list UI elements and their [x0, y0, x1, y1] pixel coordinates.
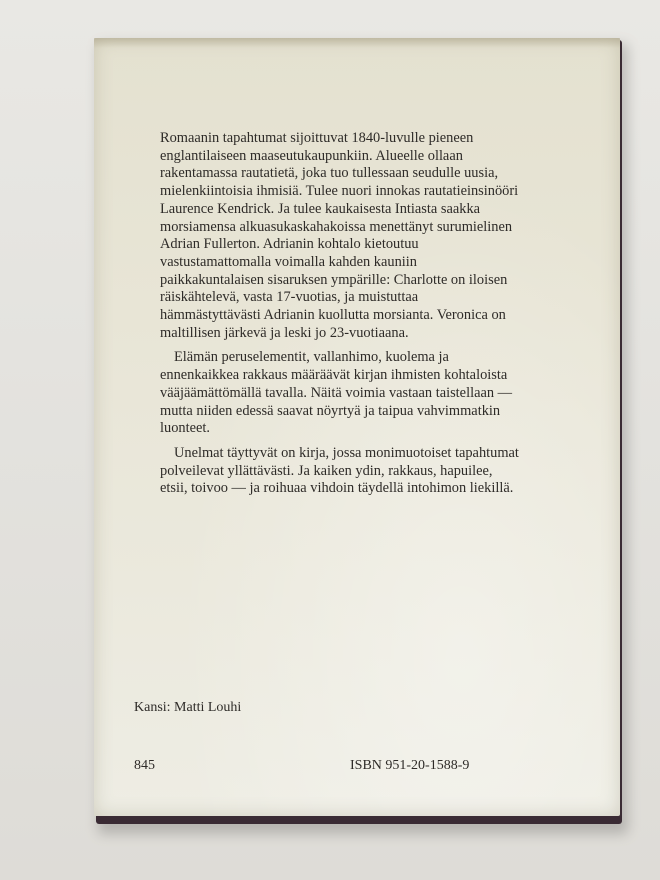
- cover-artist-credit: Kansi: Matti Louhi: [134, 700, 242, 715]
- book-code: 845: [134, 758, 155, 773]
- cover-top-shading: [94, 38, 620, 48]
- blurb-paragraph-1: Romaanin tapahtumat sijoittuvat 1840-luvulle pieneen englantilaiseen maaseutukaupunkiin. Alueelle ollaan rakentamassa rautatietä, joka tuo tullessaan seudulle uusia, mielenkiintoisia ihmisiä. Tulee nuori innokas rautatieinsinööri Laurence Kendrick. Ja tulee kaukaisesta Intiasta saakka morsiamensa alkuasukaskahakoissa menettänyt surumielinen Adrian Fullerton. Adrianin kohtalo kietoutuu vastustamattomalla voimalla kahden kauniin paikkakuntalaisen sisaruksen ympärille: Charlotte on iloisen räiskähtelevä, vasta 17-vuotias, ja muistuttaa hämmästyttävästi Adrianin kuollutta morsianta. Veronica on maltillisen järkevä ja leski jo 23-vuotiaana.: [160, 130, 519, 341]
- blurb-paragraph-2: Elämän peruselementit, vallanhimo, kuolema ja ennenkaikkea rakkaus määräävät kirjan ihmisten kohtaloista vääjäämättömällä tavalla. Näitä voimia vastaan taistellaan — mutta niiden edessä saavat nöyrtyä ja taipua vahvimmatkin luonteet.: [160, 349, 513, 437]
- book-back-cover: [94, 38, 620, 816]
- blurb-text: [160, 130, 520, 505]
- blurb-paragraph-3: Unelmat täyttyvät on kirja, jossa monimuotoiset tapahtumat polveilevat yllättävästi. Ja kaiken ydin, rakkaus, hapuilee, etsii, toivoo — ja roihuaa vihdoin täydellä intohimon liekillä.: [160, 444, 519, 497]
- isbn-number: ISBN 951-20-1588-9: [350, 758, 470, 773]
